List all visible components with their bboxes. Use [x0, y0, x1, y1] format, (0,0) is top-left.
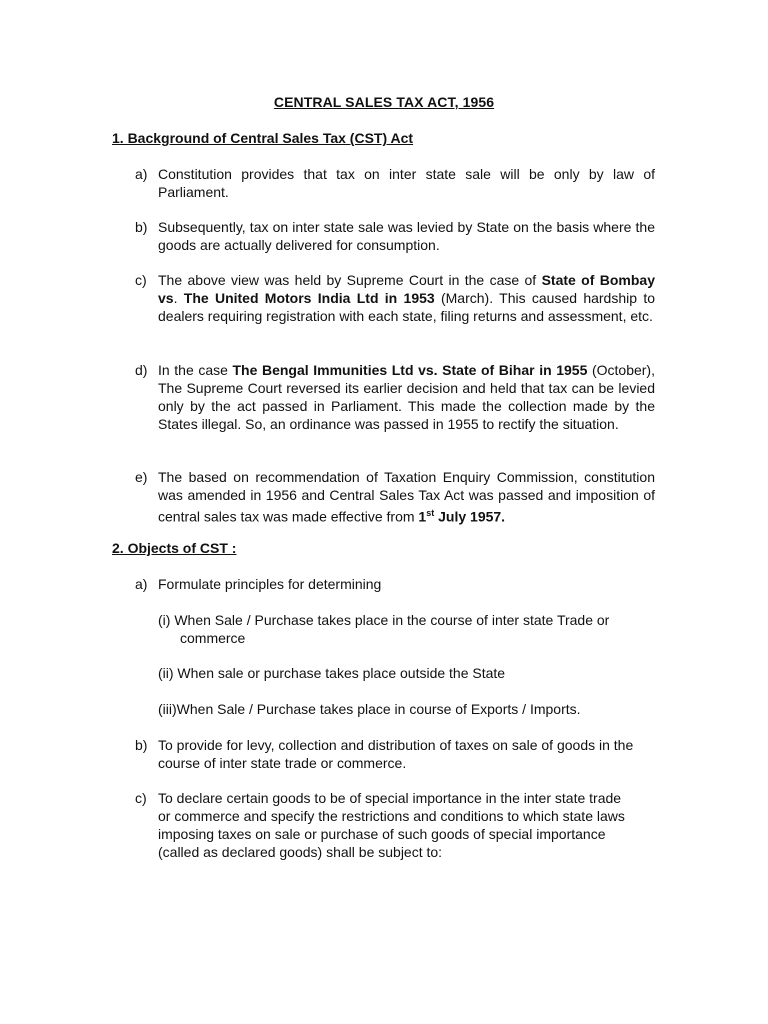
sub-item-text-continued: commerce [180, 630, 246, 646]
item-text: Subsequently, tax on inter state sale was levied by State on the basis where the goods are actually delivered for consumption. [158, 219, 655, 253]
sub-item-text: (iii)When Sale / Purchase takes place in course of Exports / Imports. [158, 701, 581, 717]
sub-item-text: (i) When Sale / Purchase takes place in the course of inter state Trade or [158, 612, 610, 628]
list-item [135, 218, 655, 254]
sub-item-text: (ii) When sale or purchase takes place outside the State [158, 665, 506, 681]
date-bold: 1 [418, 508, 427, 525]
text-run: (October), The Supreme Court reversed its earlier decision and held that tax can be levied only by the act passed in Parliament. This made the collection made by the States illegal. So, an ordinance was passed in 1955 to rectify the situation. [158, 362, 655, 432]
item-label: a) [135, 166, 148, 182]
list-item [135, 271, 655, 325]
section-2-heading: 2. Objects of CST : [112, 540, 237, 556]
item-label: c) [135, 790, 147, 806]
item-text: To provide for levy, collection and distribution of taxes on sale of goods in the course of inter state trade or commerce. [158, 737, 634, 771]
list-item [135, 468, 655, 526]
document-title: CENTRAL SALES TAX ACT, 1956 [273, 94, 495, 110]
item-text: To declare certain goods to be of special importance in the inter state trade or commerce and specify the restrictions and conditions to which state laws imposing taxes on sale or purchase of such goods of special importance (called as declared goods) shall be subject to: [158, 790, 625, 860]
text-run: In the case [158, 362, 233, 378]
item-label: d) [135, 362, 148, 378]
text-run: . [173, 290, 184, 306]
item-text [158, 361, 655, 433]
item-label: e) [135, 469, 148, 485]
list-item [135, 575, 655, 593]
item-text [158, 468, 655, 526]
date-superscript: st [426, 508, 435, 518]
section-1-heading: 1. Background of Central Sales Tax (CST) Act [112, 130, 414, 146]
list-item [135, 165, 655, 201]
case-name-bold: The United Motors India Ltd in 1953 [183, 290, 435, 306]
sub-list-item [158, 664, 658, 682]
case-name-bold: The Bengal Immunities Ltd vs. State of Bihar in 1955 [232, 362, 588, 378]
case-name-bold: State of Bombay vs [158, 272, 655, 306]
list-item [135, 789, 635, 861]
item-text: Formulate principles for determining [158, 576, 382, 592]
item-label: b) [135, 737, 148, 753]
item-text [158, 271, 655, 325]
list-item [135, 736, 655, 772]
text-run: The above view was held by Supreme Court in the case of [158, 272, 542, 288]
item-label: c) [135, 272, 147, 288]
item-text: Constitution provides that tax on inter state sale will be only by law of Parliament. [158, 166, 655, 200]
sub-list-item [158, 700, 658, 718]
item-label: a) [135, 576, 148, 592]
list-item [135, 361, 655, 433]
item-label: b) [135, 219, 148, 235]
text-run: (March). This caused hardship to dealers requiring registration with each state, filing returns and assessment, etc. [158, 290, 656, 324]
sub-list-item [158, 611, 658, 647]
date-bold: July 1957. [434, 508, 506, 525]
text-run: The based on recommendation of Taxation Enquiry Commission, constitution was amended in 1956 and Central Sales Tax Act was passed and imposition of central sales tax was made effective from [158, 469, 655, 525]
